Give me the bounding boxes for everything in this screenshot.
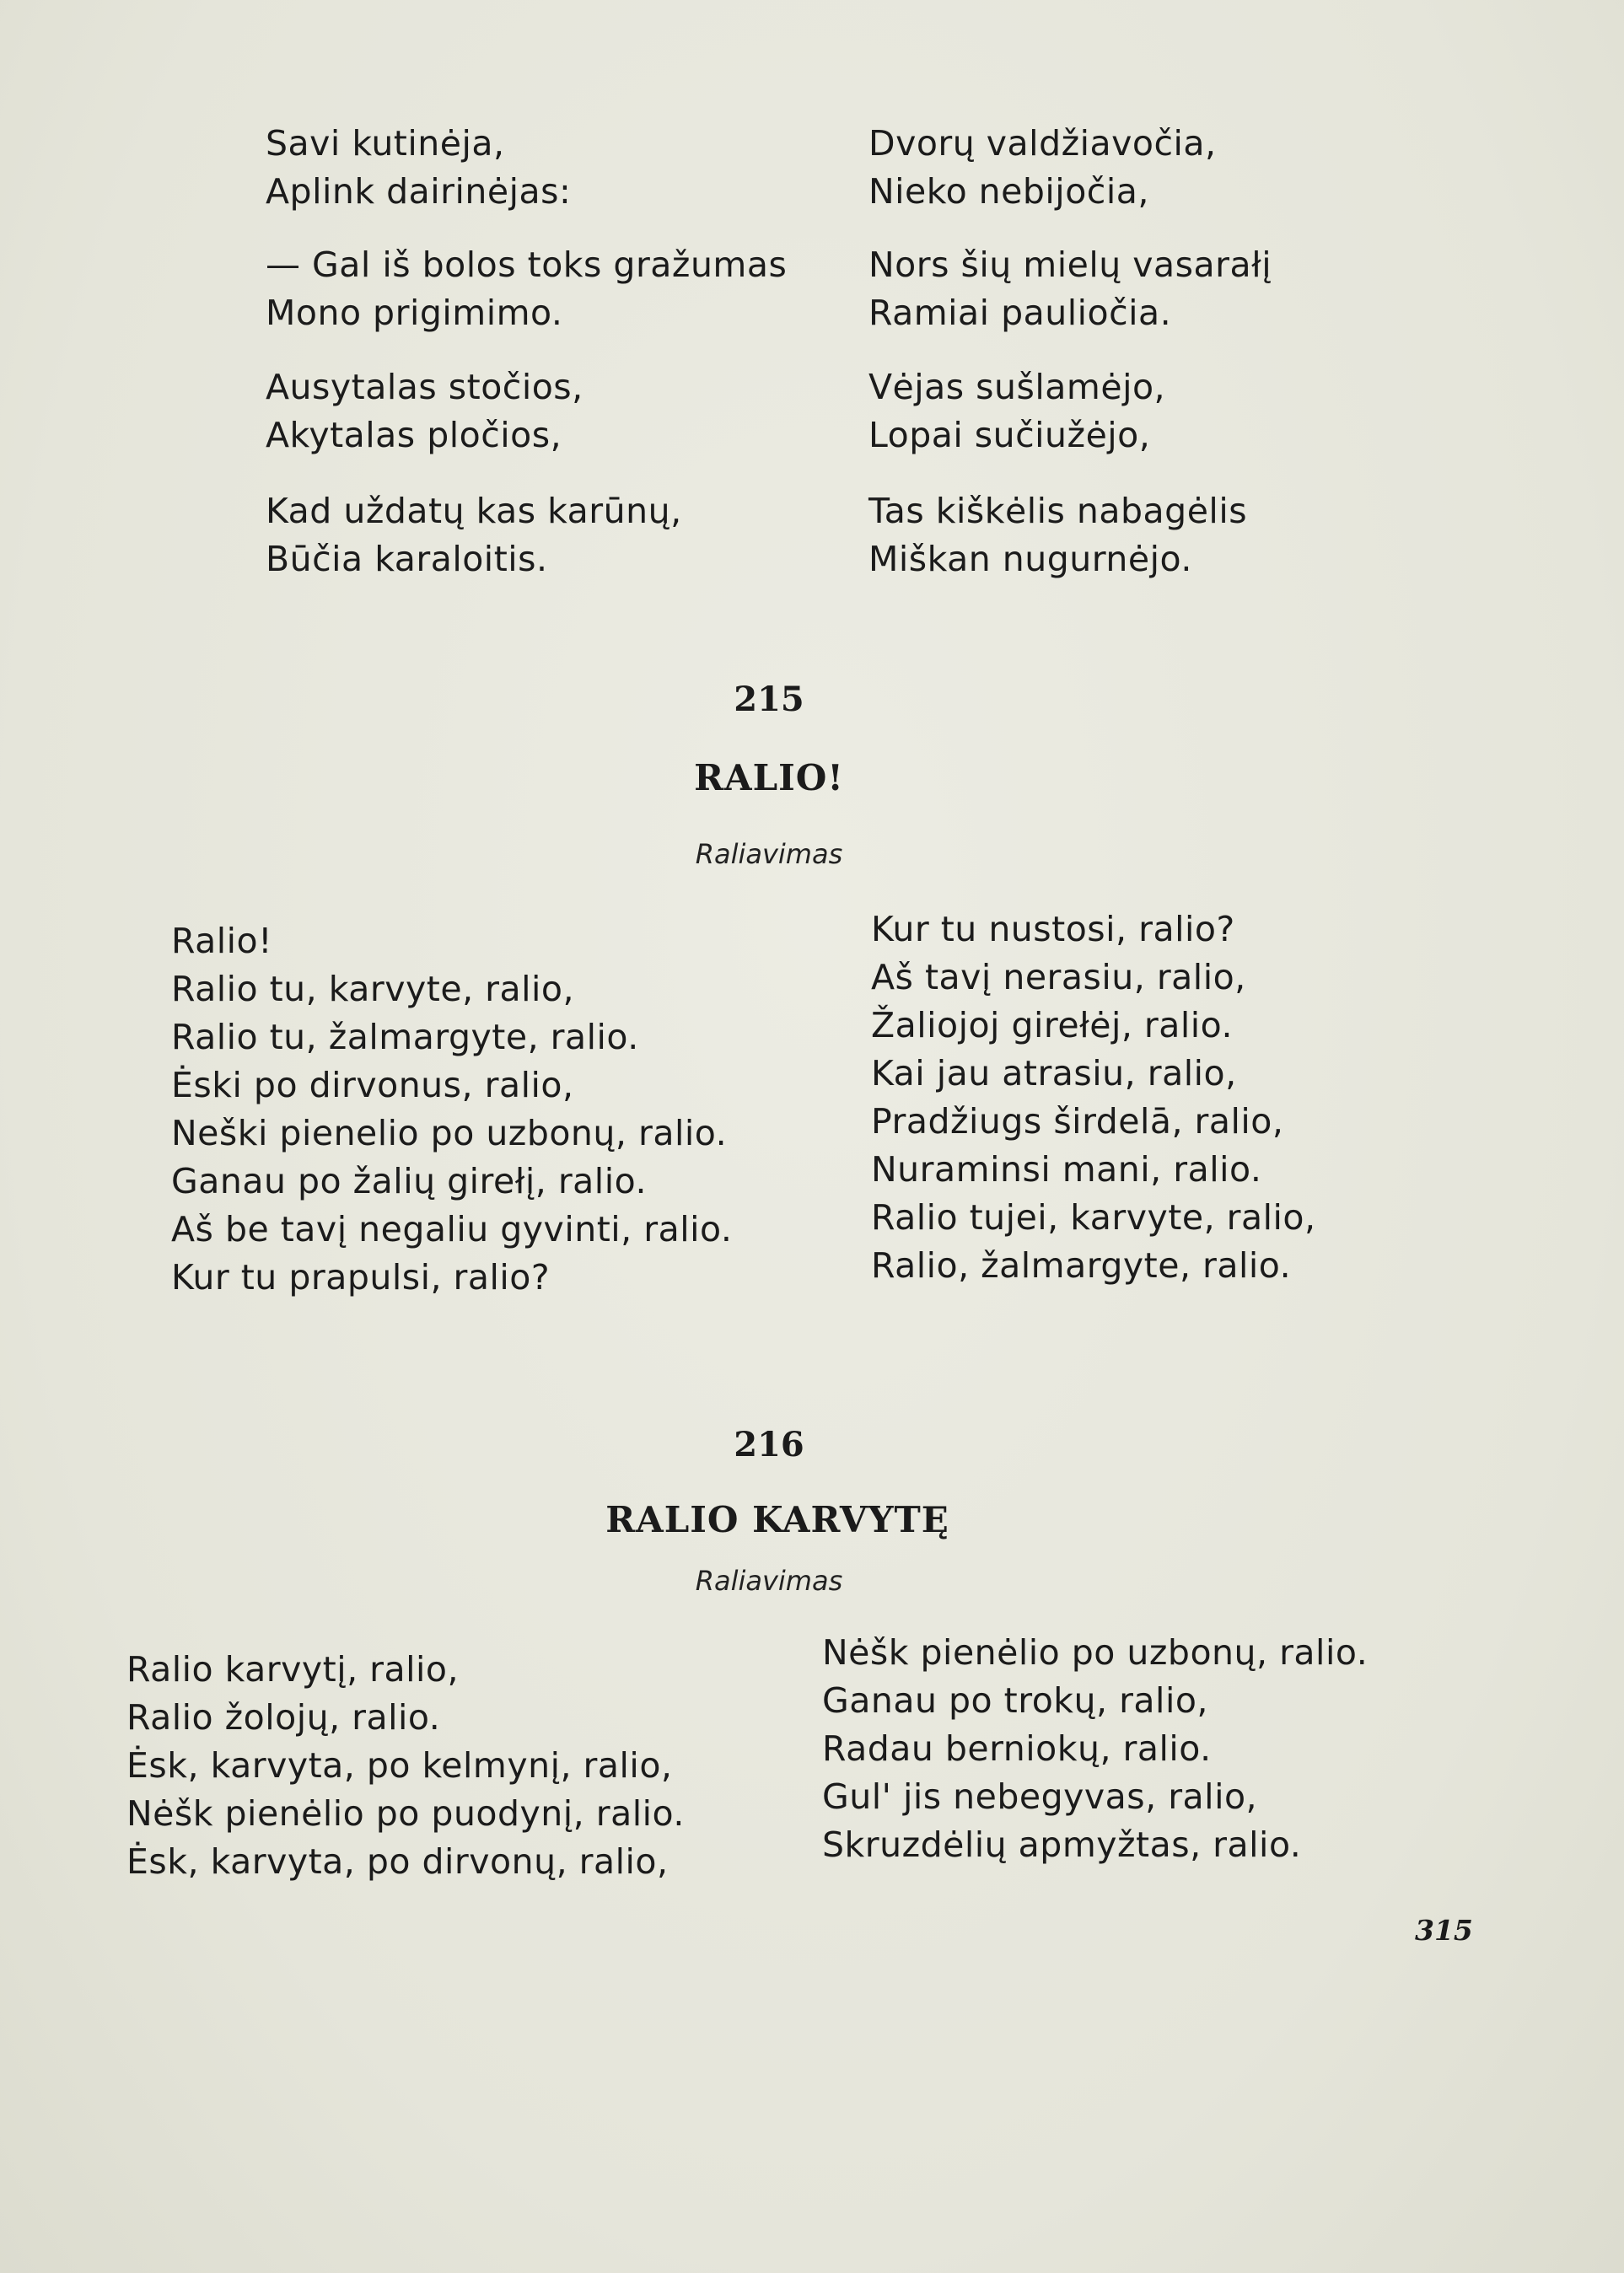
top-poem-left-stanza-4: [266, 487, 682, 583]
song-216-left-column: [126, 1646, 685, 1886]
verse-line: Kai jau atrasiu, ralio,: [871, 1053, 1237, 1094]
verse-line: Akytalas pločios,: [266, 415, 562, 455]
verse-line: Aš tavį nerasiu, ralio,: [871, 957, 1246, 997]
song-215-right-column: [871, 905, 1316, 1290]
verse-line: Ramiai pauliočia.: [868, 293, 1172, 333]
verse-line: Kur tu prapulsi, ralio?: [171, 1257, 551, 1298]
song-216-right-column: [822, 1629, 1368, 1869]
top-poem-right-stanza-3: [868, 363, 1165, 459]
verse-line: Gul' jis nebegyvas, ralio,: [822, 1776, 1258, 1817]
verse-line: Dvorų valdžiavočia,: [868, 123, 1217, 164]
verse-line: Aplink dairinėjas:: [266, 171, 572, 212]
verse-line: Ralio tu, karvyte, ralio,: [171, 969, 575, 1009]
song-215-subtitle: Raliavimas: [695, 838, 843, 870]
verse-line: Nėšk pienėlio po uzbonų, ralio.: [822, 1632, 1369, 1673]
top-poem-right-stanza-1: [868, 120, 1217, 216]
verse-line: Nors šių mielų vasarałį: [868, 244, 1272, 285]
top-poem-left-stanza-1: [266, 120, 571, 216]
verse-line: Pradžiugs širdelā, ralio,: [871, 1101, 1284, 1142]
song-216-number: 216: [734, 1425, 804, 1464]
verse-line: Miškan nugurnėjo.: [868, 539, 1192, 579]
verse-line: Mono prigimimo.: [266, 293, 563, 333]
verse-line: Ėski po dirvonus, ralio,: [171, 1065, 574, 1105]
verse-line: Savi kutinėja,: [266, 123, 505, 164]
song-215-number: 215: [734, 680, 804, 719]
verse-line: Skruzdėlių apmyžtas, ralio.: [822, 1824, 1302, 1865]
verse-line: Radau berniokų, ralio.: [822, 1728, 1212, 1769]
song-216-title: RALIO KARVYTĘ: [605, 1499, 949, 1540]
verse-line: Ralio tu, žalmargyte, ralio.: [171, 1017, 639, 1057]
verse-line: Žaliojoj girełėj, ralio.: [871, 1005, 1234, 1045]
verse-line: Neški pienelio po uzbonų, ralio.: [171, 1113, 728, 1153]
verse-line: — Gal iš bolos toks gražumas: [266, 244, 788, 285]
verse-line: Ralio karvytį, ralio,: [126, 1649, 460, 1690]
verse-line: Nėšk pienėlio po puodynį, ralio.: [126, 1793, 685, 1834]
song-215-left-column: [171, 917, 732, 1302]
top-poem-left-stanza-2: [266, 241, 787, 337]
top-poem-right-stanza-4: [868, 487, 1247, 583]
verse-line: Ėsk, karvyta, po kelmynį, ralio,: [126, 1745, 673, 1786]
verse-line: Nieko nebijočia,: [868, 171, 1149, 212]
verse-line: Ralio žolojų, ralio.: [126, 1697, 441, 1738]
verse-line: Būčia karaloitis.: [266, 539, 548, 579]
verse-line: Aš be tavį negaliu gyvinti, ralio.: [171, 1209, 733, 1249]
verse-line: Ralio!: [171, 921, 273, 961]
top-poem-right-stanza-2: [868, 241, 1272, 337]
verse-line: Ausytalas stočios,: [266, 367, 583, 407]
verse-line: Kur tu nustosi, ralio?: [871, 909, 1235, 949]
song-215-title: RALIO!: [694, 757, 844, 798]
verse-line: Ralio, žalmargyte, ralio.: [871, 1245, 1292, 1286]
top-poem-left-stanza-3: [266, 363, 583, 459]
verse-line: Kad uždatų kas karūnų,: [266, 491, 682, 531]
verse-line: Ganau po trokų, ralio,: [822, 1680, 1208, 1721]
song-216-subtitle: Raliavimas: [695, 1565, 843, 1597]
verse-line: Ralio tujei, karvyte, ralio,: [871, 1197, 1316, 1238]
verse-line: Tas kiškėlis nabagėlis: [868, 491, 1248, 531]
verse-line: Nuraminsi mani, ralio.: [871, 1149, 1262, 1190]
verse-line: Vėjas sušlamėjo,: [868, 367, 1166, 407]
verse-line: Ėsk, karvyta, po dirvonų, ralio,: [126, 1841, 669, 1882]
page-number: 315: [1415, 1914, 1473, 1947]
verse-line: Lopai sučiužėjo,: [868, 415, 1151, 455]
verse-line: Ganau po žalių girełį, ralio.: [171, 1161, 647, 1201]
